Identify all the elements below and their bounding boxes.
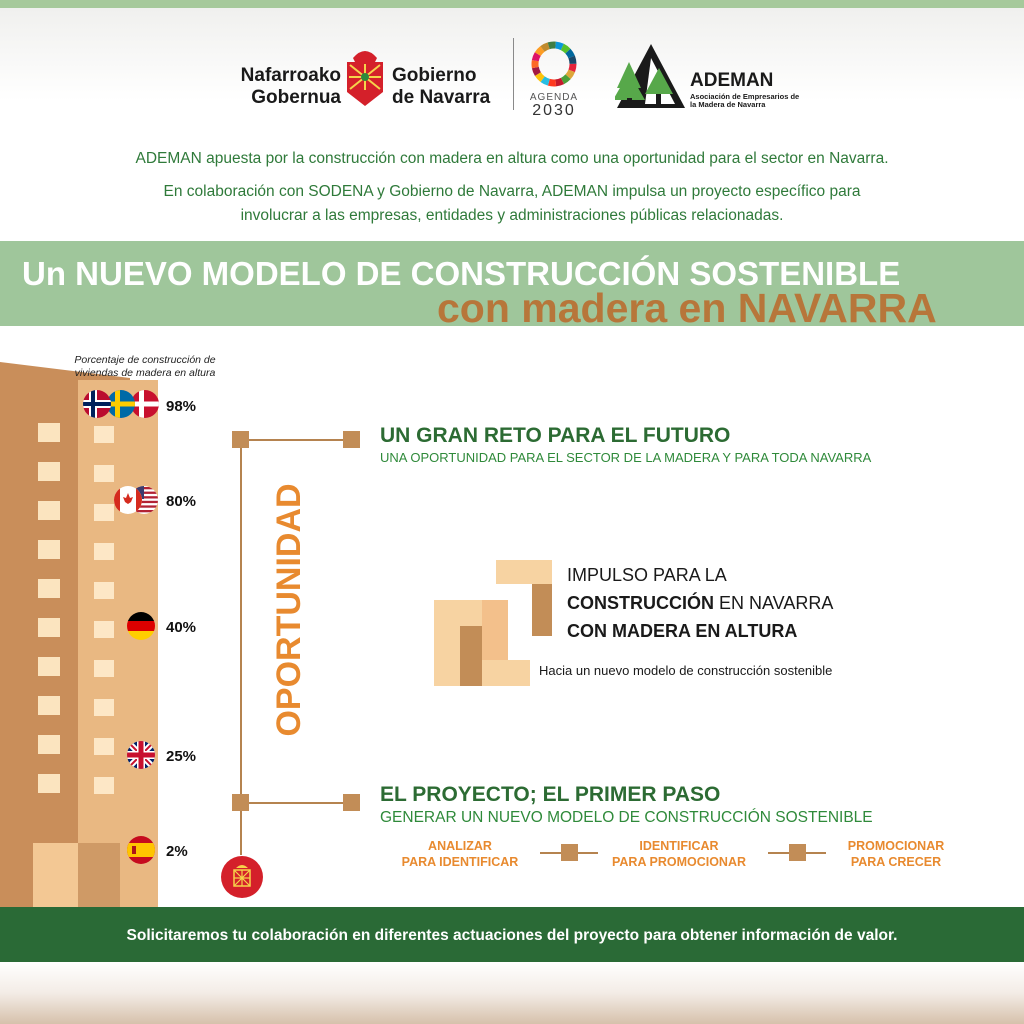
building-window [94, 777, 114, 794]
building-window [38, 618, 60, 637]
banner-title-line-1: Un NUEVO MODELO DE CONSTRUCCIÓN SOSTENIBLE [22, 255, 901, 292]
building-window [94, 504, 114, 521]
pct-value: 98% [166, 398, 197, 415]
navarra-emblem-icon [220, 855, 264, 899]
step-label-line: PARA PROMOCIONAR [611, 855, 747, 869]
flag-sweden-icon [107, 389, 137, 419]
step-label-line: PARA CRECER [850, 855, 942, 869]
building-window [38, 774, 60, 793]
building-window [94, 699, 114, 716]
step-analizar [390, 838, 530, 870]
step-node [789, 844, 806, 861]
connector-node [232, 794, 249, 811]
step-identificar [609, 838, 749, 870]
building-front-illustration [78, 380, 158, 907]
ademan-logo-icon [615, 42, 687, 110]
bottom-gradient [0, 962, 1024, 1024]
impulso-line-1: IMPULSO PARA LA [567, 565, 727, 585]
building-window [94, 426, 114, 443]
navarra-shield-icon [345, 44, 385, 108]
reto-title: UN GRAN RETO PARA EL FUTURO [380, 424, 731, 447]
pct-value: 2% [166, 843, 188, 860]
step-label-line: ANALIZAR [428, 839, 492, 853]
agenda-year: 2030 [532, 102, 576, 119]
proyecto-subtitle: GENERAR UN NUEVO MODELO DE CONSTRUCCIÓN SOSTENIBLE [380, 809, 873, 826]
building-window [38, 540, 60, 559]
step-label-line: IDENTIFICAR [639, 839, 719, 853]
oportunidad-text: OPORTUNIDAD [270, 483, 308, 737]
proyecto-title: EL PROYECTO; EL PRIMER PASO [380, 783, 721, 806]
chart-caption: Porcentaje de construcción de viviendas de madera en altura [74, 354, 216, 379]
pct-value: 40% [166, 619, 197, 636]
intro-line-2a: En colaboración con SODENA y Gobierno de Navarra, ADEMAN impulsa un proyecto específico para [163, 183, 861, 200]
gov-basque-line1: Nafarroako [240, 65, 341, 86]
step-promocionar [826, 838, 966, 870]
flag-uk-icon [126, 740, 156, 770]
pct-value: 80% [166, 493, 197, 510]
building-window [94, 582, 114, 599]
connector-node [232, 431, 249, 448]
footer-message: Solicitaremos tu colaboración en diferentes actuaciones del proyecto para obtener información de valor. [126, 927, 898, 944]
connector-vertical [240, 440, 242, 855]
reto-subtitle: UNA OPORTUNIDAD PARA EL SECTOR DE LA MADERA Y PARA TODA NAVARRA [380, 450, 872, 465]
gov-spanish-line2: de Navarra [392, 87, 491, 108]
gov-basque-line2: Gobernua [251, 87, 341, 108]
connector-bottom [241, 802, 354, 804]
impulso-line-2-rest: EN NAVARRA [714, 593, 834, 613]
impulso-line-2-bold: CONSTRUCCIÓN [567, 593, 714, 613]
top-stripe [0, 0, 1024, 8]
gov-basque-name [231, 65, 341, 109]
building-window [94, 543, 114, 560]
building-window [94, 465, 114, 482]
flag-spain-icon [126, 835, 156, 865]
building-window [38, 657, 60, 676]
gov-spanish-line1: Gobierno [392, 65, 477, 86]
impulso-caption: Hacia un nuevo modelo de construcción sostenible [539, 663, 833, 678]
building-window [94, 621, 114, 638]
intro-line-2b: involucrar a las empresas, entidades y administraciones públicas relacionadas. [240, 207, 784, 224]
building-window [94, 738, 114, 755]
building-window [94, 660, 114, 677]
step-label-line: PARA IDENTIFICAR [401, 855, 519, 869]
building-window [38, 696, 60, 715]
impulso-line-3: CON MADERA EN ALTURA [567, 621, 798, 641]
pct-value: 25% [166, 748, 197, 765]
flags-nordic [82, 389, 160, 419]
step-node [561, 844, 578, 861]
sdg-wheel-icon [528, 38, 580, 90]
building-window [38, 735, 60, 754]
agenda-label: AGENDA [529, 92, 579, 103]
gov-spanish-name [392, 65, 490, 109]
building-window [38, 501, 60, 520]
ademan-subtitle: Asociación de Empresarios de la Madera de Navarra [690, 92, 800, 109]
connector-top [241, 439, 354, 441]
flag-germany-icon [126, 611, 156, 641]
flags-north-america [113, 485, 159, 515]
connector-node [343, 794, 360, 811]
flag-denmark-icon [131, 389, 160, 419]
header-background [0, 8, 1024, 240]
building-window [38, 423, 60, 442]
banner-title-line-2: con madera en NAVARRA [437, 285, 937, 331]
impulso-line-2 [567, 588, 833, 618]
building-door [33, 843, 78, 907]
building-door [78, 843, 120, 907]
building-window [38, 462, 60, 481]
logo-separator [513, 38, 514, 110]
building-window [38, 579, 60, 598]
connector-node [343, 431, 360, 448]
ademan-name: ADEMAN [690, 70, 774, 91]
intro-line-1: ADEMAN apuesta por la construcción con madera en altura como una oportunidad para el sector en Navarra. [135, 150, 889, 167]
oportunidad-vertical-label [252, 460, 322, 760]
step-label-line: PROMOCIONAR [847, 839, 945, 853]
flag-norway-icon [82, 389, 112, 419]
